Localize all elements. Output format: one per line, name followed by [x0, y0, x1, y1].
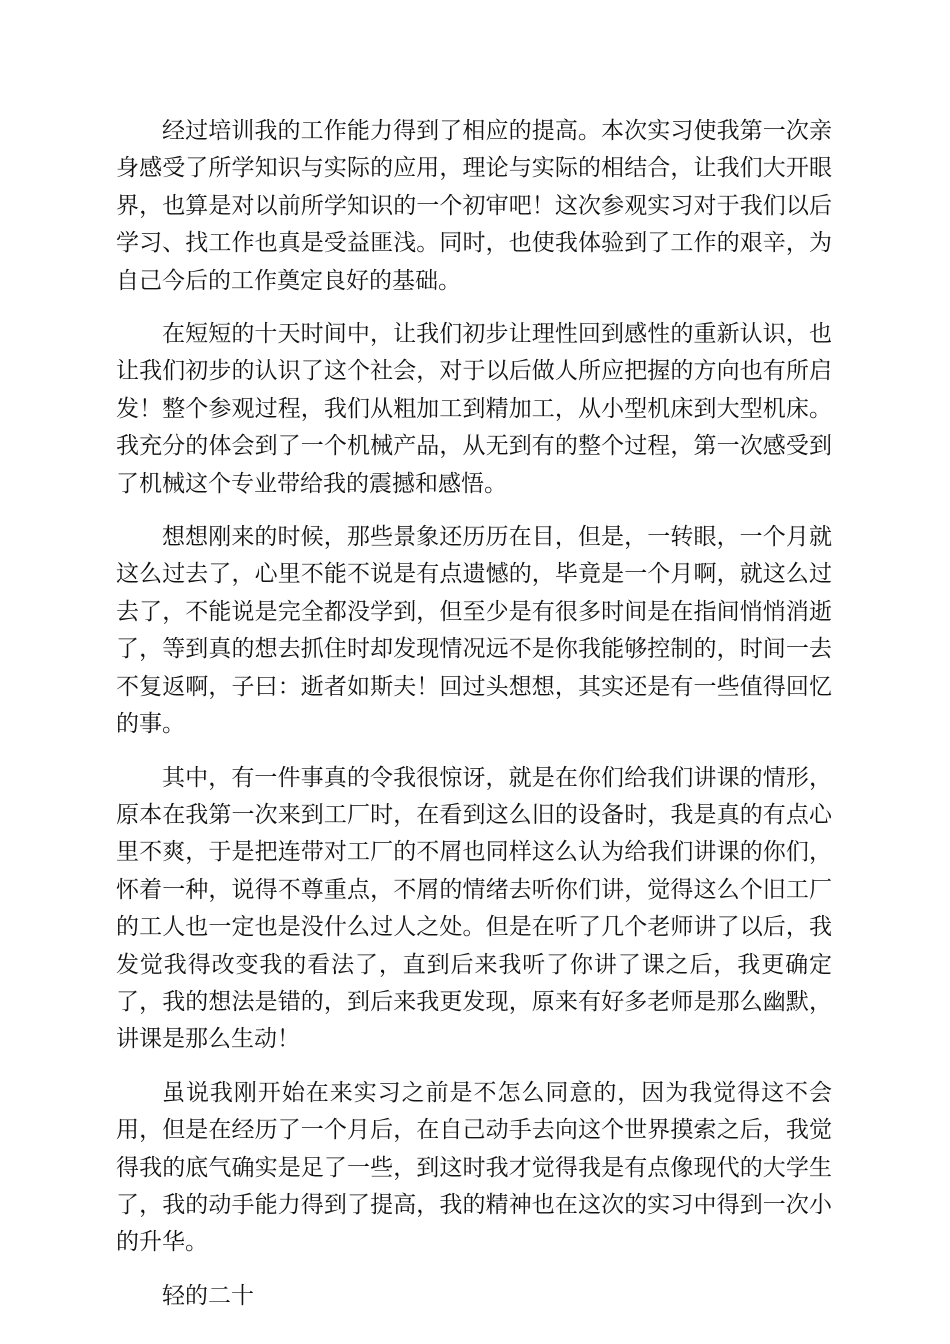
paragraph-6: 轻的二十 — [162, 1282, 254, 1309]
paragraph-3: 想想刚来的时候，那些景象还历历在目，但是，一转眼，一个月就这么过去了，心里不能不说是有点遗憾的，毕竟是一个月啊，就这么过去了，不能说是完全都没学到，但至少是有很多时间是在指间悄悄消逝了，等到真的想去抓住时却发现情况远不是你我能够控制的，时间一去不复返啊，子曰：逝者如斯夫！回过头想想，其实还是有一些值得回忆的事。 — [116, 524, 832, 738]
paragraph-1: 经过培训我的工作能力得到了相应的提高。本次实习使我第一次亲身感受了所学知识与实际的应用，理论与实际的相结合，让我们大开眼界，也算是对以前所学知识的一个初审吧！这次参观实习对于我们以后学习、找工作也真是受益匪浅。同时，也使我体验到了工作的艰辛，为自己今后的工作奠定良好的基础。 — [116, 118, 832, 294]
document-body — [116, 113, 832, 1331]
paragraph-2: 在短短的十天时间中，让我们初步让理性回到感性的重新认识，也让我们初步的认识了这个社会，对于以后做人所应把握的方向也有所启发！整个参观过程，我们从粗加工到精加工，从小型机床到大型机床。我充分的体会到了一个机械产品，从无到有的整个过程，第一次感受到了机械这个专业带给我的震撼和感悟。 — [116, 321, 832, 497]
paragraph-4: 其中，有一件事真的令我很惊讶，就是在你们给我们讲课的情形，原本在我第一次来到工厂时，在看到这么旧的设备时，我是真的有点心里不爽，于是把连带对工厂的不屑也同样这么认为给我们讲课的你们，怀着一种，说得不尊重点，不屑的情绪去听你们讲，觉得这么个旧工厂的工人也一定也是没什么过人之处。但是在听了几个老师讲了以后，我发觉我得改变我的看法了，直到后来我听了你讲了课之后，我更确定了，我的想法是错的，到后来我更发现，原来有好多老师是那么幽默，讲课是那么生动！ — [116, 764, 832, 1053]
paragraph-5: 虽说我刚开始在来实习之前是不怎么同意的，因为我觉得这不会用，但是在经历了一个月后，在自己动手去向这个世界摸索之后，我觉得我的底气确实是足了一些，到这时我才觉得我是有点像现代的大学生了，我的动手能力得到了提高，我的精神也在这次的实习中得到一次小的升华。 — [116, 1079, 832, 1256]
